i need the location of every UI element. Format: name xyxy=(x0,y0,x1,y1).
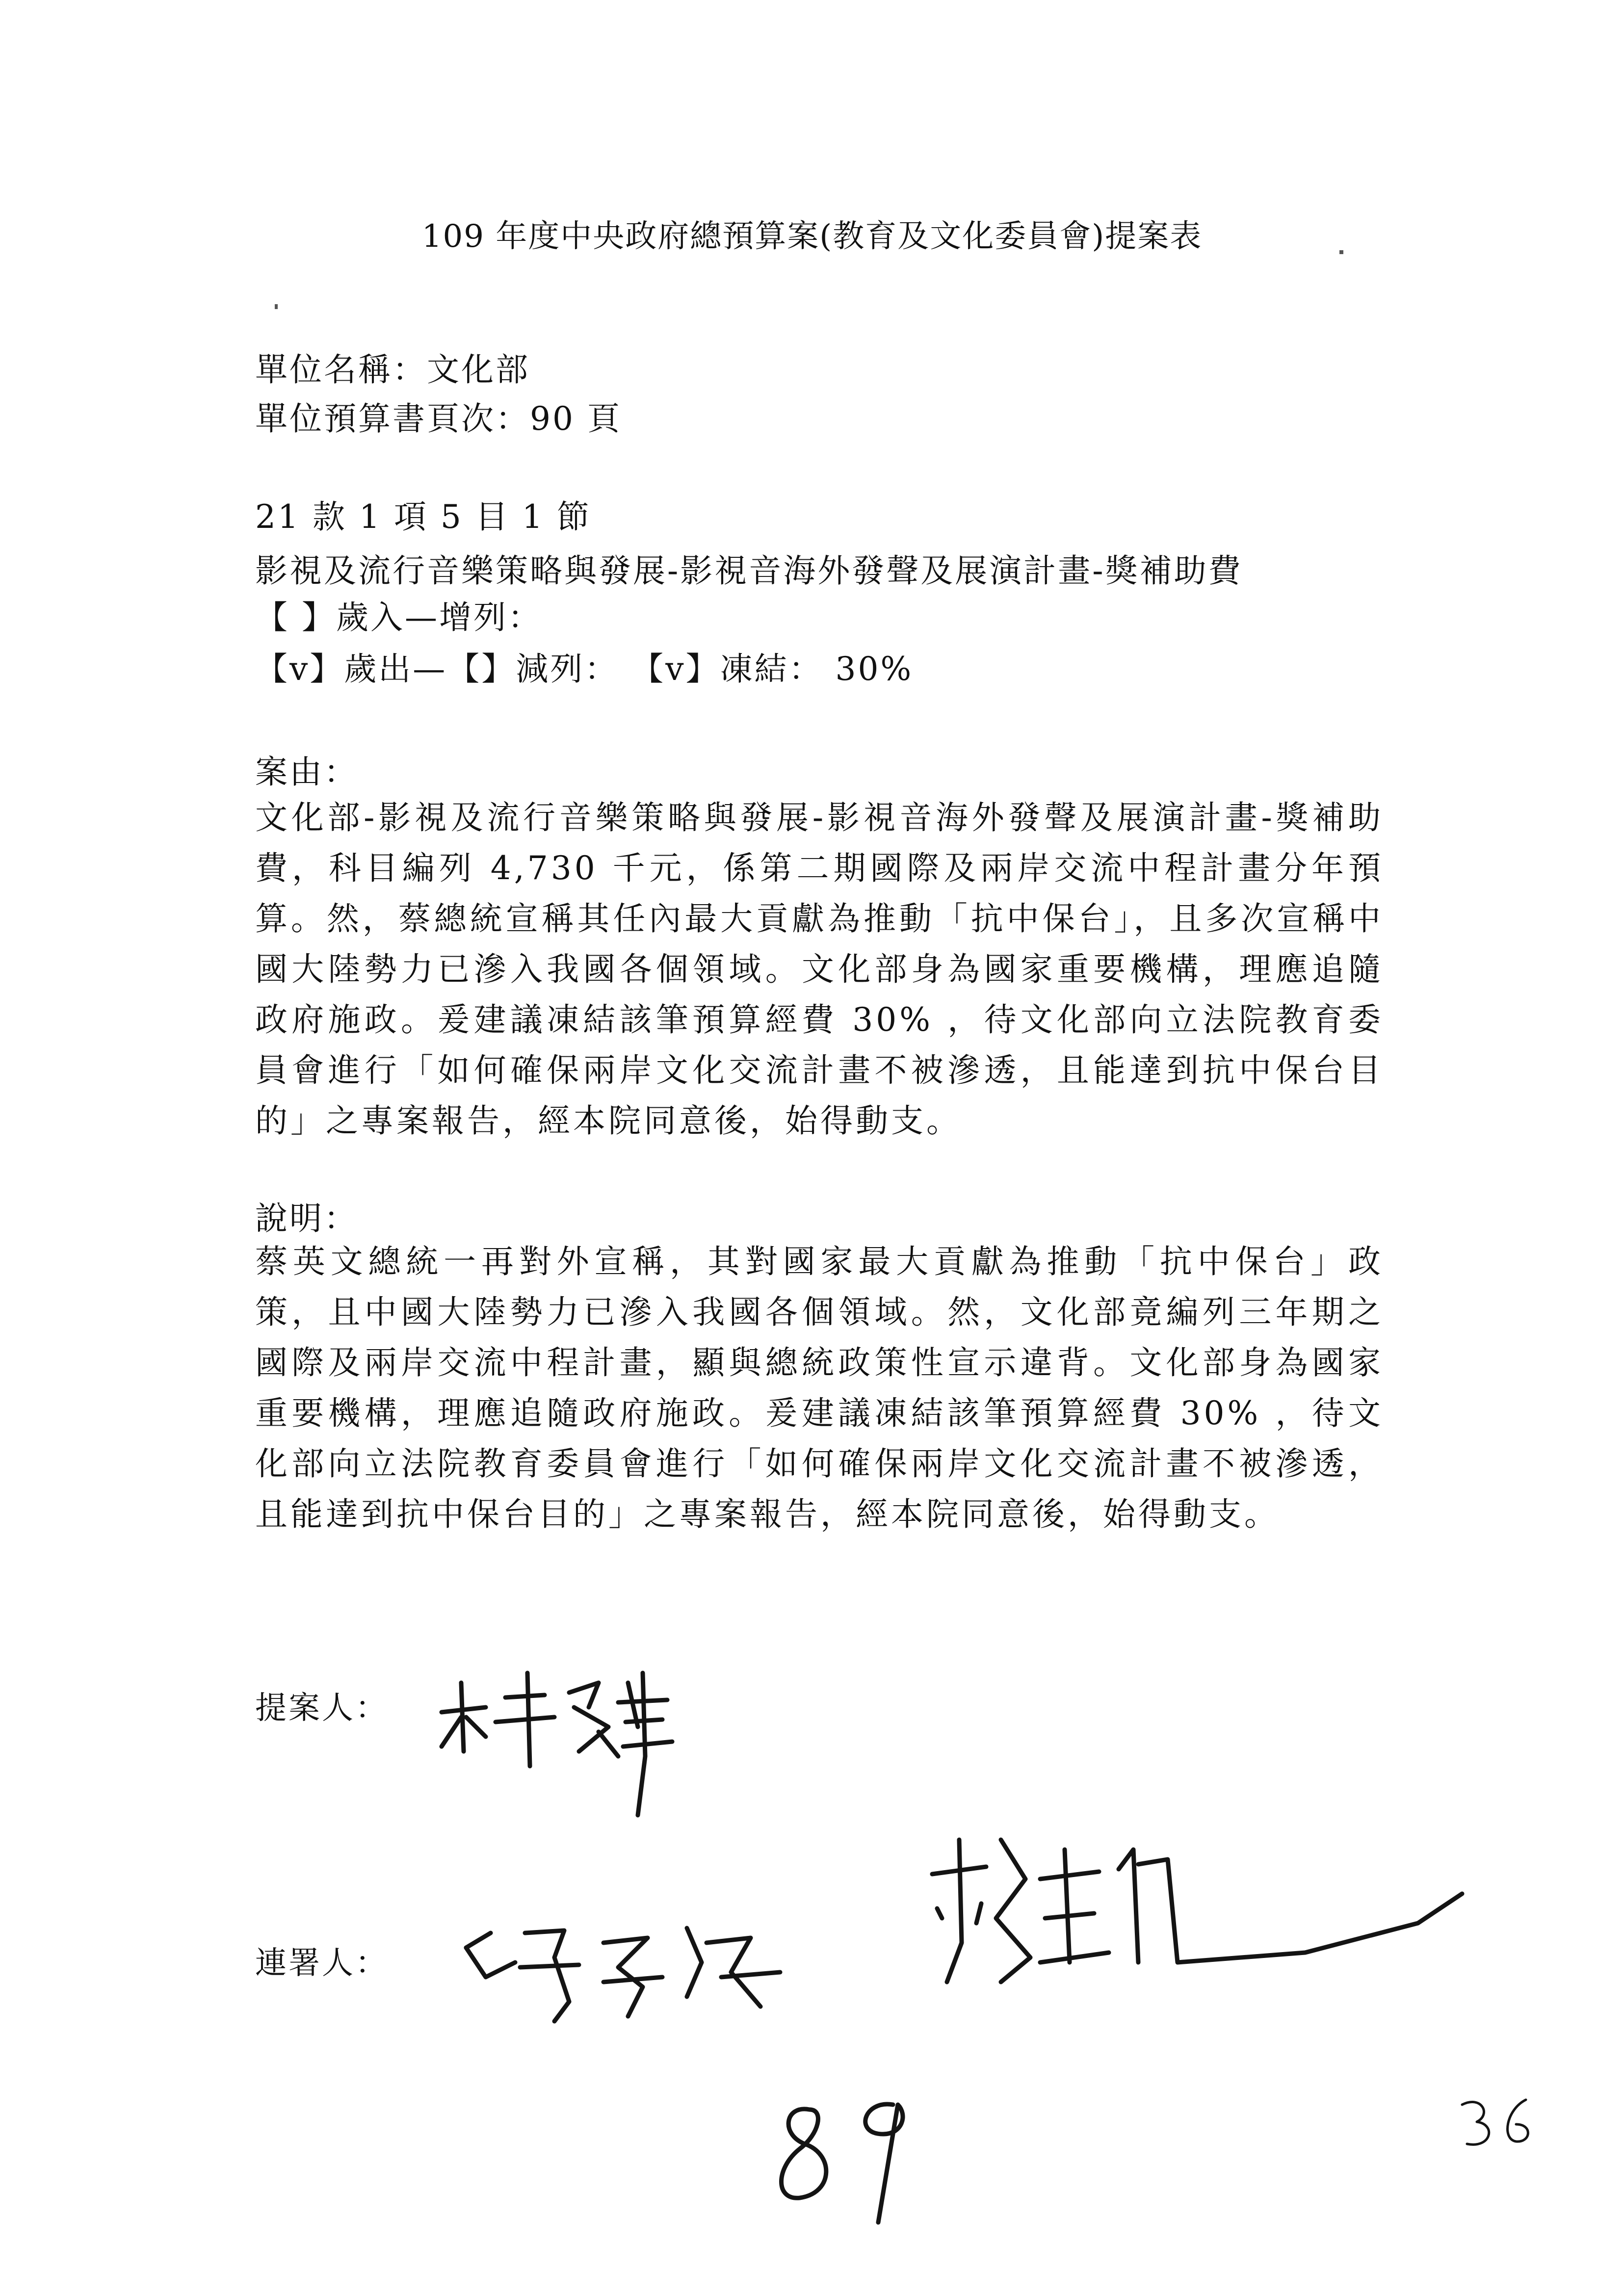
scan-speck xyxy=(1339,250,1343,254)
explanation-body: 蔡英文總統一再對外宣稱，其對國家最大貢獻為推動「抗中保台」政策，且中國大陸勢力已滲入我國各個領域。然，文化部竟編列三年期之國際及兩岸交流中程計畫，顯與總統政策性宣示違背。文化部身為國家重要機構，理應追隨政府施政。爰建議凍結該筆預算經費 30% ，待文化部向立法院教育委員會進行「如何確保兩岸文化交流計畫不被滲透，且能達到抗中保台目的」之專案報告，經本院同意後，始得動支。 xyxy=(255,1243,1384,1533)
explanation-heading: 說明： xyxy=(255,1200,358,1237)
cosigner-signature-1 xyxy=(456,1904,810,2031)
handwritten-corner-number xyxy=(1452,2085,1550,2159)
revenue-line: 【 】歲入—增列： xyxy=(255,599,542,636)
item-name: 影視及流行音樂策略與發展-影視音海外發聲及展演計畫-獎補助費 xyxy=(255,552,1243,590)
handwritten-page-number xyxy=(765,2075,942,2232)
unit-name: 單位名稱：文化部 xyxy=(255,351,530,389)
reason-body: 文化部-影視及流行音樂策略與發展-影視音海外發聲及展演計畫-獎補助費，科目編列 4,730 千元，係第二期國際及兩岸交流中程計畫分年預算。然，蔡總統宣稱其任內最大貢獻為推動「抗中保台」，且多次宣稱中國大陸勢力已滲入我國各個領域。文化部身為國家重要機構，理應追隨政府施政。爰建議凍結該筆預算經費 30% ，待文化部向立法院教育委員會進行「如何確保兩岸文化交流計畫不被滲透，且能達到抗中保台目的」之專案報告，經本院同意後，始得動支。 xyxy=(255,799,1384,1140)
proposer-label: 提案人： xyxy=(255,1690,389,1726)
proposer-signature xyxy=(432,1653,687,1830)
cosigner-signature-2 xyxy=(913,1820,1487,2007)
document-title: 109 年度中央政府總預算案(教育及文化委員會)提案表 xyxy=(421,218,1203,255)
cosigner-label: 連署人： xyxy=(255,1945,389,1982)
expenditure-line: 【v】歲出—【】減列： 【v】凍結： 30% xyxy=(255,650,914,688)
reason-heading: 案由： xyxy=(255,753,358,791)
budget-page: 單位預算書頁次：90 頁 xyxy=(255,400,622,438)
item-code: 21 款 1 項 5 目 1 節 xyxy=(255,498,591,536)
scan-speck xyxy=(275,304,278,309)
